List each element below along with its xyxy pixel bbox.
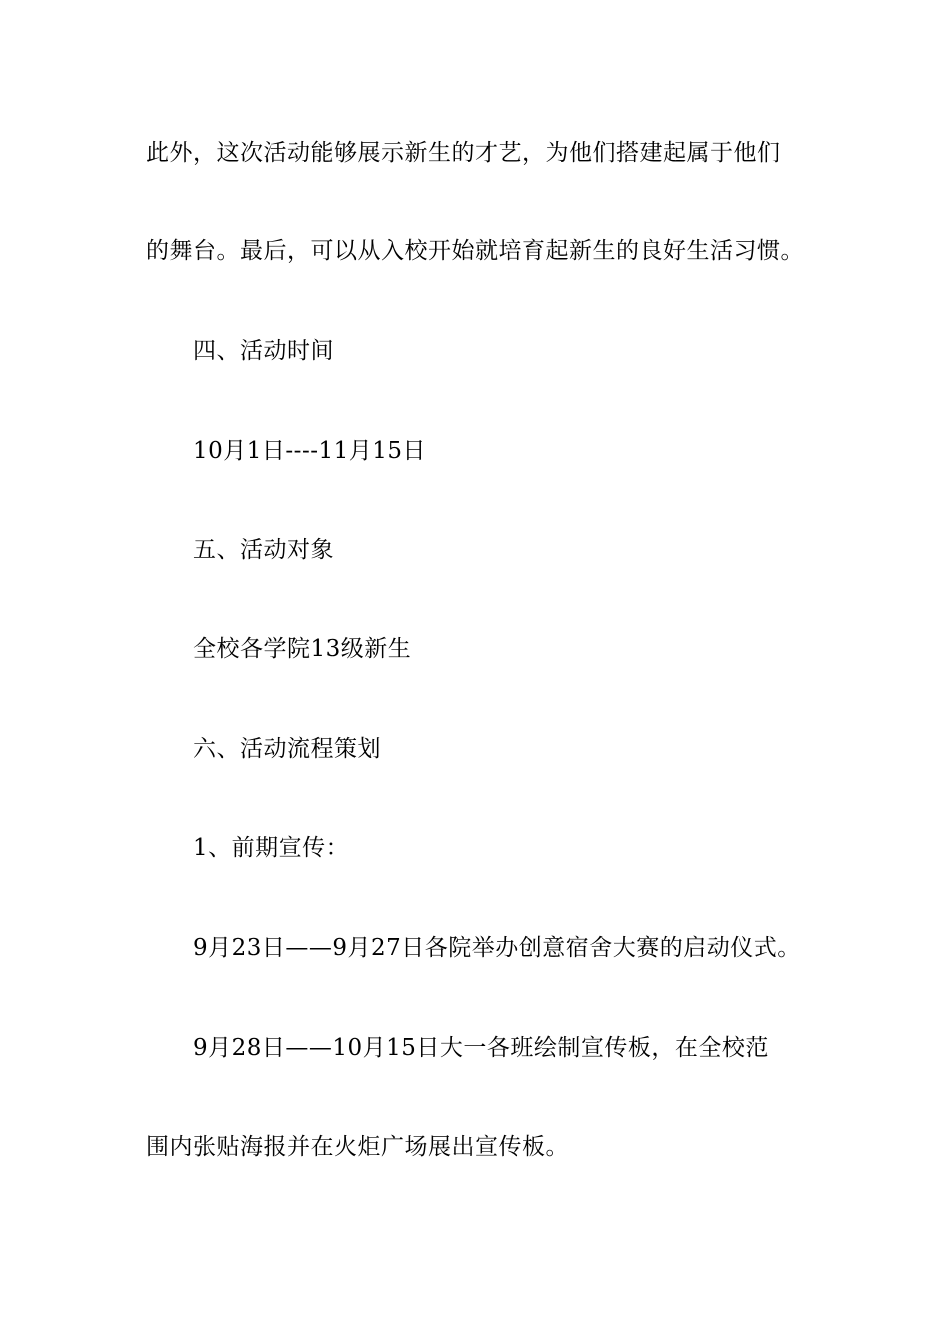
subsection-heading-promotion: 1、前期宣传： (193, 835, 350, 861)
section-heading-target: 五、活动对象 (193, 537, 334, 563)
paragraph-line-2: 的舞台。最后，可以从入校开始就培育起新生的良好生活习惯。 (146, 238, 804, 264)
section-heading-process: 六、活动流程策划 (193, 736, 381, 762)
section-heading-time: 四、活动时间 (193, 338, 334, 364)
promotion-item-1: 9月23日——9月27日各院举办创意宿舍大赛的启动仪式。 (193, 935, 801, 961)
activity-target-text: 全校各学院13级新生 (193, 636, 412, 662)
paragraph-line-1: 此外，这次活动能够展示新生的才艺，为他们搭建起属于他们 (146, 140, 781, 166)
promotion-item-2-line-1: 9月28日——10月15日大一各班绘制宣传板，在全校范 (193, 1035, 769, 1061)
promotion-item-2-line-2: 围内张贴海报并在火炬广场展出宣传板。 (146, 1134, 569, 1160)
activity-date-range: 10月1日----11月15日 (193, 438, 427, 464)
